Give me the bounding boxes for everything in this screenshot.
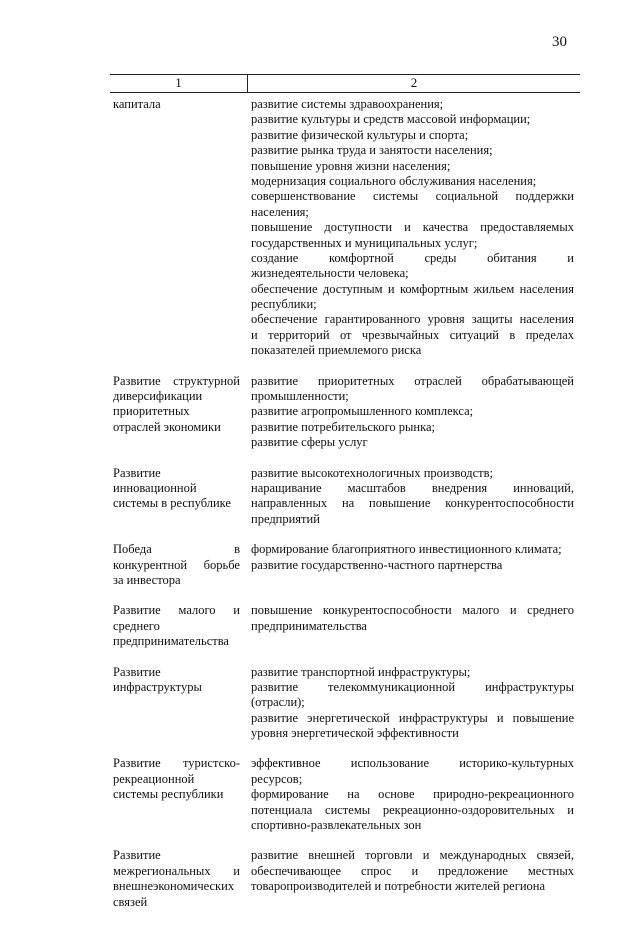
measure-text-line: развитие телекоммуникационной инфраструктуры xyxy=(251,679,574,694)
measures-cell xyxy=(251,466,574,528)
measure-text-line: обеспечение гарантированного уровня защиты населения xyxy=(251,312,574,327)
table-row xyxy=(113,466,574,528)
measure-text-line: жизнедеятельности человека; xyxy=(251,266,409,281)
table-header xyxy=(110,74,580,93)
measure-text-line: уровня энергетической эффективности xyxy=(251,726,459,741)
measures-cell xyxy=(251,542,574,588)
table-row xyxy=(113,374,574,451)
measure-text-line: населения; xyxy=(251,204,309,219)
direction-text-line: предпринимательства xyxy=(113,634,229,649)
measure-text-line: направленных на повышение конкурентоспособности xyxy=(251,496,574,511)
direction-cell xyxy=(113,466,240,528)
direction-cell xyxy=(113,374,240,451)
measures-cell xyxy=(251,97,574,359)
measure-text-line: предприятий xyxy=(251,511,320,526)
measure-text-line: развитие высокотехнологичных производств; xyxy=(251,465,493,480)
measure-text-line: развитие агропромышленного комплекса; xyxy=(251,404,474,419)
measure-text-line: повышение уровня жизни населения; xyxy=(251,158,451,173)
measure-text-line: развитие энергетической инфраструктуры и повышение xyxy=(251,710,574,725)
measure-text-line: развитие транспортной инфраструктуры; xyxy=(251,664,471,679)
measure-text-line: эффективное использование историко-культурных xyxy=(251,756,574,771)
direction-text-line: внешнеэкономических xyxy=(113,879,235,894)
table-row xyxy=(113,97,574,359)
measures-cell xyxy=(251,848,574,910)
direction-text-line: Развитие туристско- xyxy=(113,756,240,771)
table-row xyxy=(113,665,574,742)
measure-text-line: показателей приемлемого риска xyxy=(251,343,422,358)
measure-text-line: формирование благоприятного инвестиционного климата; xyxy=(251,542,562,557)
page-number: 30 xyxy=(552,34,567,50)
direction-text-line: Развитие структурной xyxy=(113,373,240,388)
direction-text-line: Развитие малого и xyxy=(113,603,240,618)
direction-text-line: связей xyxy=(113,894,148,909)
direction-text-line: системы республики xyxy=(113,787,224,802)
direction-text-line: Победа в xyxy=(113,542,240,557)
direction-text-line: рекреационной xyxy=(113,771,195,786)
table-row xyxy=(113,848,574,910)
table-body xyxy=(113,97,574,925)
measure-text-line: промышленности; xyxy=(251,389,349,404)
direction-cell xyxy=(113,603,240,649)
measure-text-line: развитие потребительского рынка; xyxy=(251,419,436,434)
measure-text-line: спортивно-развлекательных зон xyxy=(251,818,422,833)
measure-text-line: ресурсов; xyxy=(251,771,303,786)
measure-text-line: и территорий от чрезвычайных ситуаций в пределах xyxy=(251,327,574,342)
measure-text-line: модернизация социального обслуживания населения; xyxy=(251,173,537,188)
measure-text-line: развитие рынка труда и занятости населения; xyxy=(251,143,493,158)
measure-text-line: развитие системы здравоохранения; xyxy=(251,97,444,111)
measure-text-line: повышение конкурентоспособности малого и среднего xyxy=(251,603,574,618)
measure-text-line: государственных и муниципальных услуг; xyxy=(251,235,478,250)
table-row xyxy=(113,603,574,649)
measure-text-line: развитие культуры и средств массовой информации; xyxy=(251,112,531,127)
measure-text-line: развитие государственно-частного партнерства xyxy=(251,557,503,572)
measure-text-line: создание комфортной среды обитания и xyxy=(251,250,574,265)
measure-text-line: потенциала системы рекреационно-оздоровительных и xyxy=(251,802,574,817)
direction-cell xyxy=(113,756,240,833)
direction-text-line: Развитие xyxy=(113,848,161,863)
direction-cell xyxy=(113,97,240,359)
measures-cell xyxy=(251,665,574,742)
direction-text-line: приоритетных xyxy=(113,404,190,419)
measure-text-line: повышение доступности и качества предоставляемых xyxy=(251,220,574,235)
direction-text-line: отраслей экономики xyxy=(113,419,221,434)
direction-cell xyxy=(113,848,240,910)
direction-text-line: диверсификации xyxy=(113,389,203,404)
direction-text-line: межрегиональных и xyxy=(113,863,240,878)
measure-text-line: развитие сферы услуг xyxy=(251,435,368,450)
measure-text-line: республики; xyxy=(251,297,317,312)
direction-text-line: инфраструктуры xyxy=(113,679,202,694)
table-row xyxy=(113,542,574,588)
direction-text-line: Развитие xyxy=(113,664,161,679)
measure-text-line: наращивание масштабов внедрения инноваций, xyxy=(251,480,574,495)
measure-text-line: обеспечивающее спрос и предложение местных xyxy=(251,863,574,878)
table-row xyxy=(113,756,574,833)
measures-cell xyxy=(251,603,574,649)
measure-text-line: обеспечение доступным и комфортным жильем населения xyxy=(251,281,574,296)
measure-text-line: предпринимательства xyxy=(251,618,367,633)
measure-text-line: формирование на основе природно-рекреационного xyxy=(251,787,574,802)
measure-text-line: (отрасли); xyxy=(251,695,305,710)
measure-text-line: развитие физической культуры и спорта; xyxy=(251,127,469,142)
measure-text-line: развитие внешней торговли и международных связей, xyxy=(251,848,574,863)
direction-text-line: за инвестора xyxy=(113,572,181,587)
direction-cell xyxy=(113,665,240,742)
direction-cell xyxy=(113,542,240,588)
direction-text-line: капитала xyxy=(113,97,161,111)
direction-text-line: инновационной xyxy=(113,480,197,495)
column-header-1: 1 xyxy=(110,75,248,92)
measure-text-line: товаропроизводителей и потребности жителей региона xyxy=(251,879,545,894)
measure-text-line: совершенствование системы социальной поддержки xyxy=(251,189,574,204)
measures-cell xyxy=(251,756,574,833)
measures-cell xyxy=(251,374,574,451)
direction-text-line: Развитие xyxy=(113,465,161,480)
measure-text-line: развитие приоритетных отраслей обрабатывающей xyxy=(251,373,574,388)
direction-text-line: конкурентной борьбе xyxy=(113,557,240,572)
direction-text-line: системы в республике xyxy=(113,496,231,511)
column-header-2: 2 xyxy=(410,75,418,90)
direction-text-line: среднего xyxy=(113,618,160,633)
